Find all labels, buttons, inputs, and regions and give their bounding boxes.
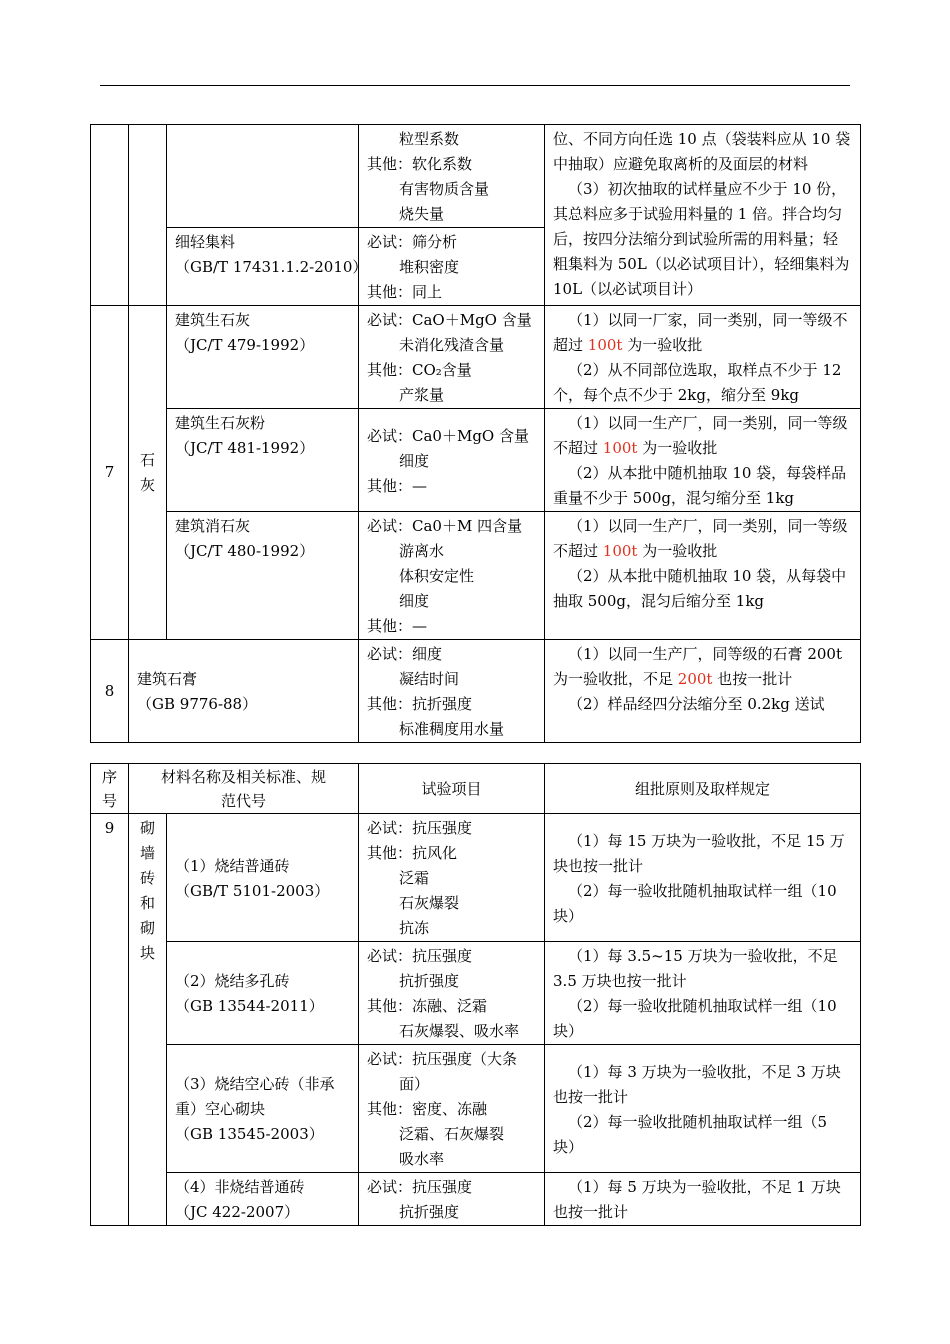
test-item: 抗折强度 xyxy=(399,972,460,990)
sampling-text xyxy=(553,514,852,564)
category-cell-empty xyxy=(129,125,167,306)
test-item: 必试：Ca0＋MgO 含量 xyxy=(367,426,529,445)
sampling-text xyxy=(553,411,852,461)
tests-cell xyxy=(359,1173,545,1226)
test-item: 细度 xyxy=(399,592,430,610)
test-item: 堆积密度 xyxy=(399,258,460,276)
sampling-cell xyxy=(545,512,861,640)
test-item: 烧失量 xyxy=(399,205,445,223)
standard-code: （JC/T 481-1992） xyxy=(175,439,315,457)
name-cell xyxy=(167,1173,359,1226)
tests-cell xyxy=(359,228,545,306)
test-item: 必试：抗压强度 xyxy=(367,819,473,837)
table-row xyxy=(91,640,861,743)
sampling-part: （1）以同一生产厂，同一类别，同一等级不超过 xyxy=(553,414,848,457)
header-rule xyxy=(100,85,850,86)
test-item: 其他：冻融、泛霜 xyxy=(367,997,488,1015)
sampling-part: 为一验收批 xyxy=(637,542,718,560)
test-item: 标准稠度用水量 xyxy=(399,720,505,738)
test-item: 体积安定性 xyxy=(399,567,475,585)
header-rules: 组批原则及取样规定 xyxy=(545,764,861,814)
test-item: 吸水率 xyxy=(399,1150,445,1168)
test-item: 未消化残渣含量 xyxy=(399,336,505,354)
sampling-text xyxy=(553,642,852,692)
sampling-part: （1）以同一生产厂，同一类别，同一等级不超过 xyxy=(553,517,848,560)
sampling-text: （1）每 3.5~15 万块为一验收批，不足 3.5 万块也按一批计 xyxy=(553,947,838,990)
sampling-text: 位、不同方向任选 10 点（袋装料应从 10 袋中抽取）应避免取离析的及面层的材料 xyxy=(553,130,851,173)
header-row xyxy=(91,764,861,814)
tests-cell xyxy=(359,512,545,640)
material-name: （1）烧结普通砖 xyxy=(175,856,290,875)
table-row xyxy=(91,1045,861,1173)
table-row xyxy=(91,814,861,942)
no-cell-empty xyxy=(91,125,129,306)
test-item: 泛霜 xyxy=(399,869,430,887)
sampling-cell xyxy=(545,306,861,409)
standard-code: （GB 13544-2011） xyxy=(175,997,324,1015)
test-item: 泛霜、石灰爆裂 xyxy=(399,1125,505,1143)
name-cell xyxy=(167,512,359,640)
tests-cell xyxy=(359,306,545,409)
test-item: 必试：Ca0＋M 四含量 xyxy=(367,517,523,535)
sampling-text: （1）每 5 万块为一验收批，不足 1 万块也按一批计 xyxy=(553,1178,841,1221)
standard-code: （GB/T 17431.1.2-2010） xyxy=(175,258,368,276)
batch-limit: 200t xyxy=(677,670,713,688)
header-name: 材料名称及相关标准、规范代号 xyxy=(129,764,359,814)
row-number: 9 xyxy=(91,814,129,1226)
name-cell xyxy=(167,409,359,512)
row-number: 8 xyxy=(91,640,129,743)
materials-table-2 xyxy=(90,763,861,1226)
test-item: 其他：— xyxy=(367,617,428,635)
test-item: 凝结时间 xyxy=(399,670,460,688)
table-row xyxy=(91,942,861,1045)
tests-cell xyxy=(359,814,545,942)
standard-code: （JC/T 479-1992） xyxy=(175,336,315,354)
test-item: 有害物质含量 xyxy=(399,180,490,198)
tests-cell xyxy=(359,942,545,1045)
test-item: 其他：同上 xyxy=(367,283,443,301)
sampling-text: （3）初次抽取的试样量应不少于 10 份，其总料应多于试验用料量的 1 倍。拌合均匀后，按四分法缩分到试验所需的用料量；轻粗集料为 50L（以必试项目计），轻细集料为 10L（以必试项目计） xyxy=(553,180,850,298)
name-cell xyxy=(167,814,359,942)
category-char: 块 xyxy=(139,944,155,962)
standard-code: （JC/T 480-1992） xyxy=(175,542,315,560)
sampling-text: （2）每一验收批随机抽取试样一组（5 块） xyxy=(553,1112,828,1156)
test-item: 必试：CaO＋MgO 含量 xyxy=(367,311,532,329)
standard-code: （JC 422-2007） xyxy=(175,1203,300,1221)
header-no: 序号 xyxy=(91,764,129,814)
material-name: （4）非烧结普通砖 xyxy=(175,1178,305,1196)
sampling-text xyxy=(553,308,852,358)
materials-table-1 xyxy=(90,124,861,743)
test-item: 必试：筛分析 xyxy=(367,233,458,251)
sampling-cell xyxy=(545,640,861,743)
standard-code: （GB 13545-2003） xyxy=(175,1125,324,1143)
name-cell-empty xyxy=(167,125,359,228)
sampling-part: 为一验收批 xyxy=(622,336,703,354)
test-item: 其他：CO₂含量 xyxy=(367,361,472,379)
sampling-part: 也按一批计 xyxy=(712,670,793,688)
sampling-text: （2）每一验收批随机抽取试样一组（10 块） xyxy=(553,997,837,1040)
name-cell xyxy=(129,640,359,743)
test-item: 粒型系数 xyxy=(399,130,460,148)
test-item: 必试：抗压强度 xyxy=(367,1178,473,1196)
name-cell xyxy=(167,942,359,1045)
standard-code: （GB 9776-88） xyxy=(137,695,258,713)
test-item: 其他：抗风化 xyxy=(367,844,458,862)
batch-limit: 100t xyxy=(602,439,638,457)
test-item: 石灰爆裂、吸水率 xyxy=(399,1022,520,1040)
material-name: （3）烧结空心砖（非承重）空心砌块 xyxy=(175,1075,335,1118)
sampling-part: （1）以同一生产厂，同等级的石膏 200t 为一验收批，不足 xyxy=(553,645,842,688)
category-char: 石 xyxy=(139,450,155,469)
sampling-text: （2）样品经四分法缩分至 0.2kg 送试 xyxy=(568,695,825,713)
sampling-text: （2）从不同部位选取，取样点不少于 12 个，每个点不少于 2kg，缩分至 9kg xyxy=(553,361,842,404)
name-cell xyxy=(167,306,359,409)
sampling-text: （2）从本批中随机抽取 10 袋，从每袋中抽取 500g，混匀后缩分至 1kg xyxy=(553,567,847,610)
material-name: 建筑生石灰 xyxy=(175,311,251,329)
test-item: 产浆量 xyxy=(399,386,445,404)
sampling-text: （2）从本批中随机抽取 10 袋，每袋样品重量不少于 500g，混匀缩分至 1kg xyxy=(553,464,847,507)
material-name: 建筑消石灰 xyxy=(175,517,251,535)
sampling-cell xyxy=(545,942,861,1045)
sampling-text: （2）每一验收批随机抽取试样一组（10 块） xyxy=(553,881,837,925)
category-cell xyxy=(129,814,167,1226)
material-name: 建筑生石灰粉 xyxy=(175,414,266,432)
tests-cell xyxy=(359,125,545,228)
tests-cell xyxy=(359,1045,545,1173)
name-cell xyxy=(167,1045,359,1173)
category-char: 砖 xyxy=(139,869,155,887)
test-item: 石灰爆裂 xyxy=(399,894,460,912)
sampling-cell xyxy=(545,125,861,306)
row-number: 7 xyxy=(91,306,129,640)
test-item: 必试：抗压强度（大条面） xyxy=(367,1050,518,1093)
standard-code: （GB/T 5101-2003） xyxy=(175,881,330,900)
sampling-cell xyxy=(545,1173,861,1226)
name-cell xyxy=(167,228,368,306)
category-char: 砌 xyxy=(139,919,155,937)
batch-limit: 100t xyxy=(602,542,638,560)
test-item: 必试：抗压强度 xyxy=(367,947,473,965)
header-tests: 试验项目 xyxy=(359,764,545,814)
material-name: （2）烧结多孔砖 xyxy=(175,972,290,990)
table-row xyxy=(91,512,861,640)
sampling-cell xyxy=(545,409,861,512)
sampling-part: （1）以同一厂家，同一类别，同一等级不超过 xyxy=(553,311,848,354)
sampling-text: （1）每 3 万块为一验收批，不足 3 万块也按一批计 xyxy=(553,1062,841,1106)
test-item: 其他：— xyxy=(367,476,428,495)
test-item: 必试：细度 xyxy=(367,645,443,663)
category-char: 灰 xyxy=(139,475,155,494)
table-row xyxy=(91,1173,861,1226)
test-item: 其他：密度、冻融 xyxy=(367,1100,488,1118)
table-row xyxy=(91,125,861,228)
sampling-part: 为一验收批 xyxy=(637,439,718,457)
sampling-text: （1）每 15 万块为一验收批，不足 15 万块也按一批计 xyxy=(553,831,845,875)
test-item: 其他：抗折强度 xyxy=(367,695,473,713)
category-cell xyxy=(129,306,167,640)
category-char: 和 xyxy=(139,894,155,912)
tests-cell xyxy=(359,640,545,743)
material-name: 建筑石膏 xyxy=(137,670,198,688)
test-item: 其他：软化系数 xyxy=(367,155,473,173)
batch-limit: 100t xyxy=(587,336,623,354)
test-item: 细度 xyxy=(399,451,430,470)
table-row xyxy=(91,306,861,409)
test-item: 抗冻 xyxy=(399,919,430,937)
sampling-cell xyxy=(545,814,861,942)
test-item: 抗折强度 xyxy=(399,1203,460,1221)
table-row xyxy=(91,409,861,512)
category-char: 墙 xyxy=(139,844,155,862)
category-char: 砌 xyxy=(139,819,155,837)
test-item: 游离水 xyxy=(399,542,445,560)
tests-cell xyxy=(359,409,545,512)
material-name: 细轻集料 xyxy=(175,233,236,251)
sampling-cell xyxy=(545,1045,861,1173)
